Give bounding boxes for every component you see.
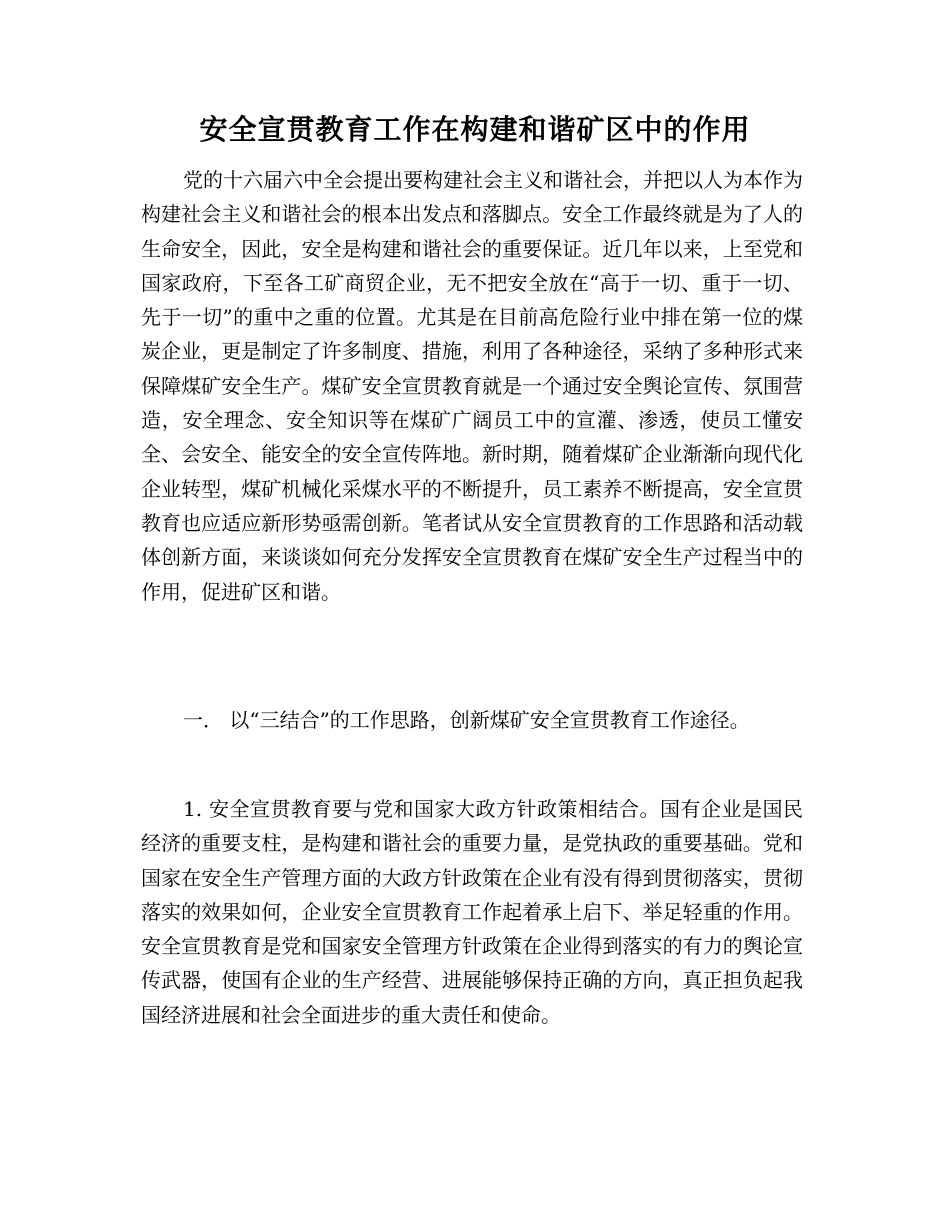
paragraph-item-1: 1. 安全宣贯教育要与党和国家大政方针政策相结合。国有企业是国民经济的重要支柱，是构建和谐社会的重要力量，是党执政的重要基础。党和国家在安全生产管理方面的大政方针政策在企业有没有得到贯彻落实，贯彻落实的效果如何，企业安全宣贯教育工作起着承上启下、举足轻重的作用。安全宣贯教育是党和国家安全管理方针政策在企业得到落实的有力的舆论宣传武器，使国有企业的生产经营、进展能够保持正确的方向，真正担负起我国经济进展和社会全面进步的重大责任和使命。 <box>141 797 803 1027</box>
document-title: 安全宣贯教育工作在构建和谐矿区中的作用 <box>199 113 751 146</box>
section-heading-1: 一． 以“三结合”的工作思路，创新煤矿安全宣贯教育工作途径。 <box>183 708 750 732</box>
paragraph-intro: 党的十六届六中全会提出要构建社会主义和谐社会，并把以人为本作为构建社会主义和谐社会的根本出发点和落脚点。安全工作最终就是为了人的生命安全，因此，安全是构建和谐社会的重要保证。近几年以来，上至党和国家政府，下至各工矿商贸企业，无不把安全放在“高于一切、重于一切、先于一切”的重中之重的位置。尤其是在目前高危险行业中排在第一位的煤炭企业，更是制定了许多制度、措施，利用了各种途径，采纳了多种形式来保障煤矿安全生产。煤矿安全宣贯教育就是一个通过安全舆论宣传、氛围营造，安全理念、安全知识等在煤矿广阔员工中的宣灌、渗透，使员工懂安全、会安全、能安全的安全宣传阵地。新时期，随着煤矿企业渐渐向现代化企业转型，煤矿机械化采煤水平的不断提升，员工素养不断提高，安全宣贯教育也应适应新形势亟需创新。笔者试从安全宣贯教育的工作思路和活动载体创新方面，来谈谈如何充分发挥安全宣贯教育在煤矿安全生产过程当中的作用，促进矿区和谐。 <box>141 168 803 604</box>
